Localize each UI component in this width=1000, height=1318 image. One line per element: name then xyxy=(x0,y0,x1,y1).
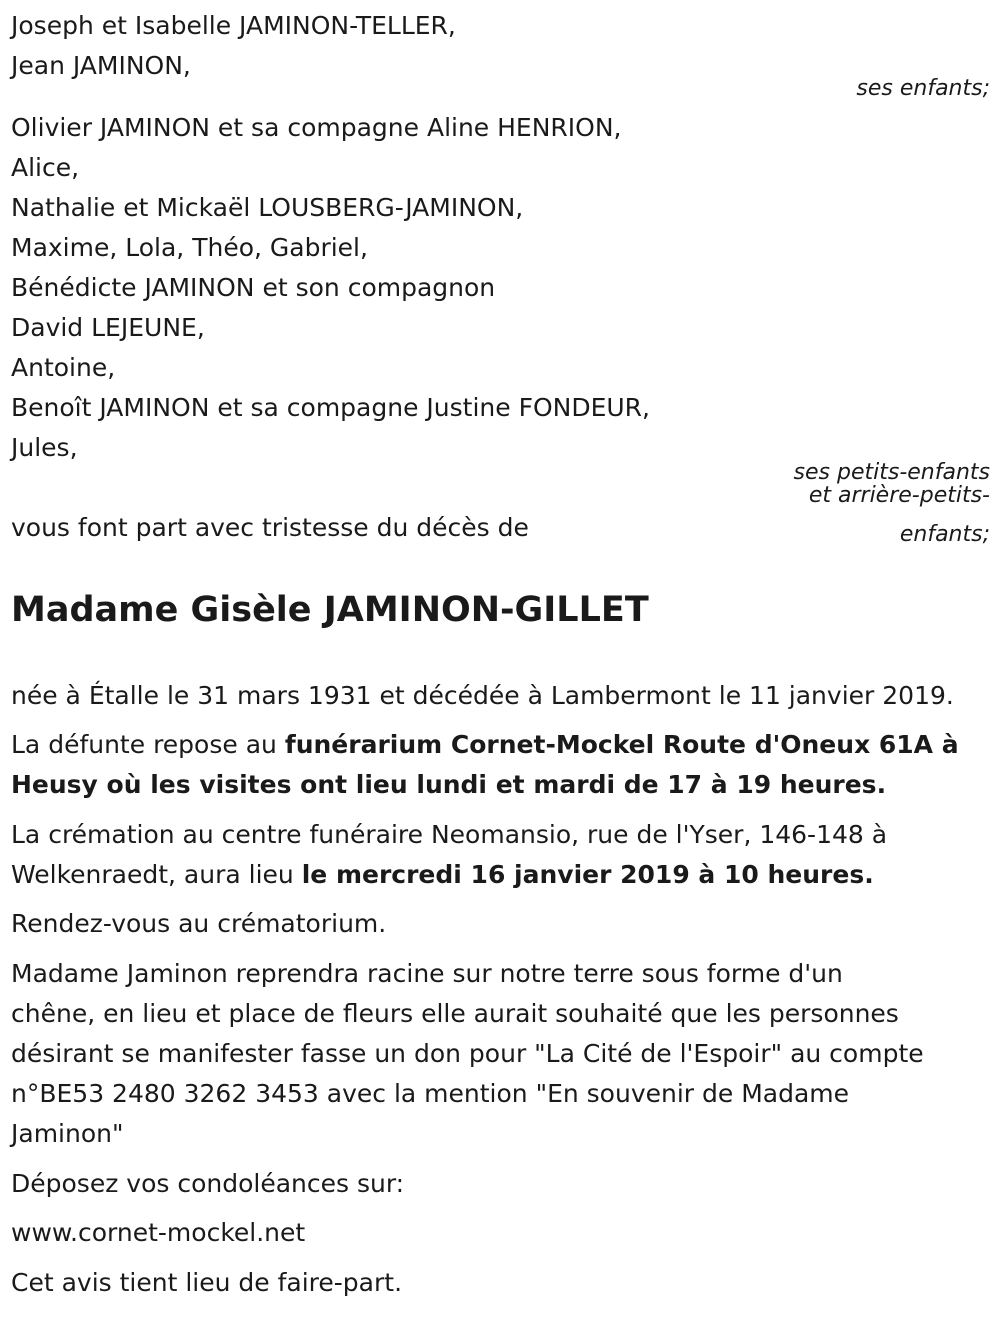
tree-line: Jaminon" xyxy=(11,1119,124,1148)
tree-line: n°BE53 2480 3262 3453 avec la mention "En souvenir de Madame xyxy=(11,1079,850,1108)
tree-line: Madame Jaminon reprendra racine sur notre terre sous forme d'un xyxy=(11,959,843,988)
cremation-line-2 xyxy=(11,855,874,895)
role-grandchildren: et arrière-petits- xyxy=(808,483,990,508)
deceased-name: Madame Gisèle JAMINON-GILLET xyxy=(11,590,649,630)
repose-visits: Heusy où les visites ont lieu lundi et mardi de 17 à 19 heures. xyxy=(11,770,887,799)
role-grandchildren: ses petits-enfants xyxy=(793,460,990,485)
grandchild-line: Benoît JAMINON et sa compagne Justine FONDEUR, xyxy=(11,393,651,422)
grandchild-line: Alice, xyxy=(11,153,80,182)
grandchild-line: Nathalie et Mickaël LOUSBERG-JAMINON, xyxy=(11,193,524,222)
role-grandchildren: enfants; xyxy=(899,522,990,547)
tree-line: chêne, en lieu et place de fleurs elle aurait souhaité que les personnes xyxy=(11,999,899,1028)
rendezvous: Rendez-vous au crématorium. xyxy=(11,909,387,938)
closing-note: Cet avis tient lieu de faire-part. xyxy=(11,1268,403,1297)
grandchild-line: Maxime, Lola, Théo, Gabriel, xyxy=(11,233,368,262)
announcement: vous font part avec tristesse du décès de xyxy=(11,513,529,542)
cremation-line-1: La crémation au centre funéraire Neomansio, rue de l'Yser, 146-148 à xyxy=(11,820,888,849)
child-line: Jean JAMINON, xyxy=(11,51,191,80)
born-died: née à Étalle le 31 mars 1931 et décédée à Lambermont le 11 janvier 2019. xyxy=(11,681,954,710)
tree-line: désirant se manifester fasse un don pour "La Cité de l'Espoir" au compte xyxy=(11,1039,924,1068)
repose-prefix: La défunte repose au xyxy=(11,730,285,759)
role-children: ses enfants; xyxy=(856,76,990,101)
repose-line-1 xyxy=(11,725,959,765)
child-line: Joseph et Isabelle JAMINON-TELLER, xyxy=(11,11,456,40)
cremation-date: le mercredi 16 janvier 2019 à 10 heures. xyxy=(301,860,874,889)
repose-line-2 xyxy=(11,765,886,805)
grandchild-line: Olivier JAMINON et sa compagne Aline HENRION, xyxy=(11,113,622,142)
repose-location: funérarium Cornet-Mockel Route d'Oneux 61A à xyxy=(284,730,959,759)
grandchild-line: David LEJEUNE, xyxy=(11,313,205,342)
grandchild-line: Jules, xyxy=(11,433,78,462)
cremation-prefix: Welkenraedt, aura lieu xyxy=(11,860,302,889)
condolences-label: Déposez vos condoléances sur: xyxy=(11,1169,405,1198)
grandchild-line: Antoine, xyxy=(11,353,116,382)
website-link[interactable]: www.cornet-mockel.net xyxy=(11,1218,306,1247)
grandchild-line: Bénédicte JAMINON et son compagnon xyxy=(11,273,496,302)
